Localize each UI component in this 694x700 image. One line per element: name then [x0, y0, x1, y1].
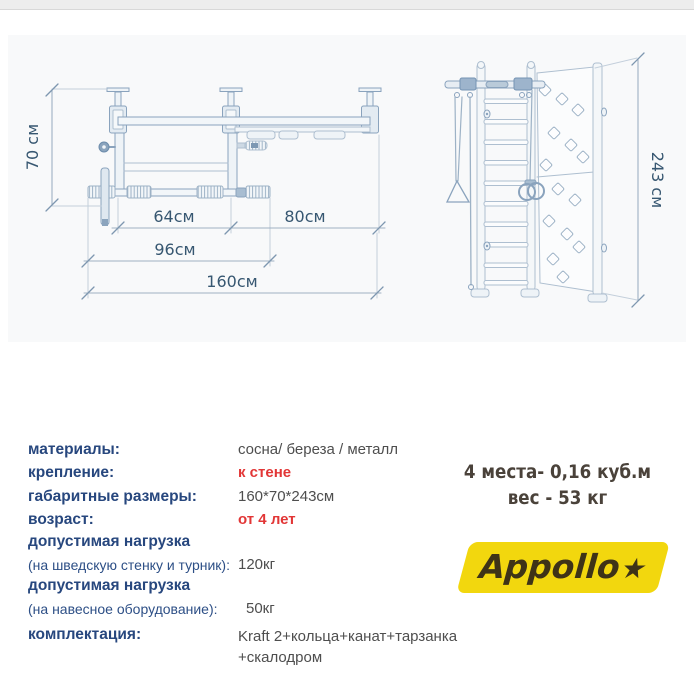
dimension-96cm [82, 240, 276, 267]
frame-post-right [228, 133, 237, 196]
technical-drawing [8, 35, 686, 342]
appollo-logo [456, 542, 670, 593]
side-latch [237, 141, 267, 150]
spec-value-max-load-1: 120кг [238, 556, 276, 573]
climbing-rope [469, 97, 474, 290]
spec-label-materials: материалы: [28, 441, 120, 458]
pullup-bar [88, 186, 270, 198]
front-view-drawing [445, 53, 667, 307]
dim-label-160cm: 160см [206, 272, 258, 291]
side-view-drawing [23, 84, 385, 299]
spec-label-max-load-2: допустимая нагрузка [28, 577, 191, 594]
spec-label-mounting: крепление: [28, 464, 115, 481]
dim-label-70cm: 70 см [23, 123, 42, 171]
spec-value-mounting: к стене [238, 464, 292, 481]
spec-value-age: от 4 лет [238, 511, 296, 528]
top-gray-bar [0, 0, 694, 10]
spec-sublabel-max-load-2: (на навесное оборудование): [28, 601, 218, 617]
dimension-160cm [82, 272, 383, 299]
vertical-crosspiece [101, 168, 109, 226]
spec-label-age: возраст: [28, 511, 94, 528]
dimension-243cm [595, 53, 667, 307]
ladder-rail-left [477, 63, 485, 291]
dim-label-64cm: 64см [153, 207, 195, 226]
climbing-panel [537, 67, 597, 292]
dimension-70cm [23, 84, 58, 211]
dim-label-243cm: 243 см [648, 151, 667, 209]
lock-knob [99, 142, 115, 152]
dim-label-96cm: 96см [154, 240, 196, 259]
wall-anchor-right [359, 88, 381, 133]
spec-label-package: комплектация: [28, 626, 142, 643]
frame-post-left [115, 133, 124, 196]
star-icon: ★ [617, 552, 652, 585]
spec-label-max-load-1: допустимая нагрузка [28, 533, 191, 550]
spec-value-dimensions: 160*70*243см [238, 488, 335, 505]
wall-anchor-middle [220, 88, 242, 133]
wall-anchor-left [107, 88, 129, 133]
trapeze [447, 97, 469, 202]
ladder-foot-left [471, 289, 489, 297]
ladder-rungs [484, 99, 528, 285]
ladder-foot-right [521, 289, 539, 297]
main-beam [118, 117, 370, 125]
technical-drawing-panel [8, 35, 686, 342]
spec-value-materials: сосна/ береза / металл [238, 441, 399, 458]
hook-rail [235, 127, 370, 139]
promo-weight: вес - 53 кг [507, 487, 608, 509]
dimension-64-80cm [112, 207, 385, 234]
dim-label-80cm: 80см [284, 207, 326, 226]
spec-sublabel-max-load-1: (на шведскую стенку и турник): [28, 557, 230, 573]
spec-value-max-load-2: 50кг [246, 600, 275, 617]
spec-value-package: Kraft 2+кольца+канат+тарзанка +скалодром [238, 628, 458, 666]
appollo-logo-text: Appollo [474, 547, 626, 586]
spec-label-dimensions: габаритные размеры: [28, 488, 197, 505]
promo-capacity: 4 места- 0,16 куб.м [463, 461, 652, 483]
